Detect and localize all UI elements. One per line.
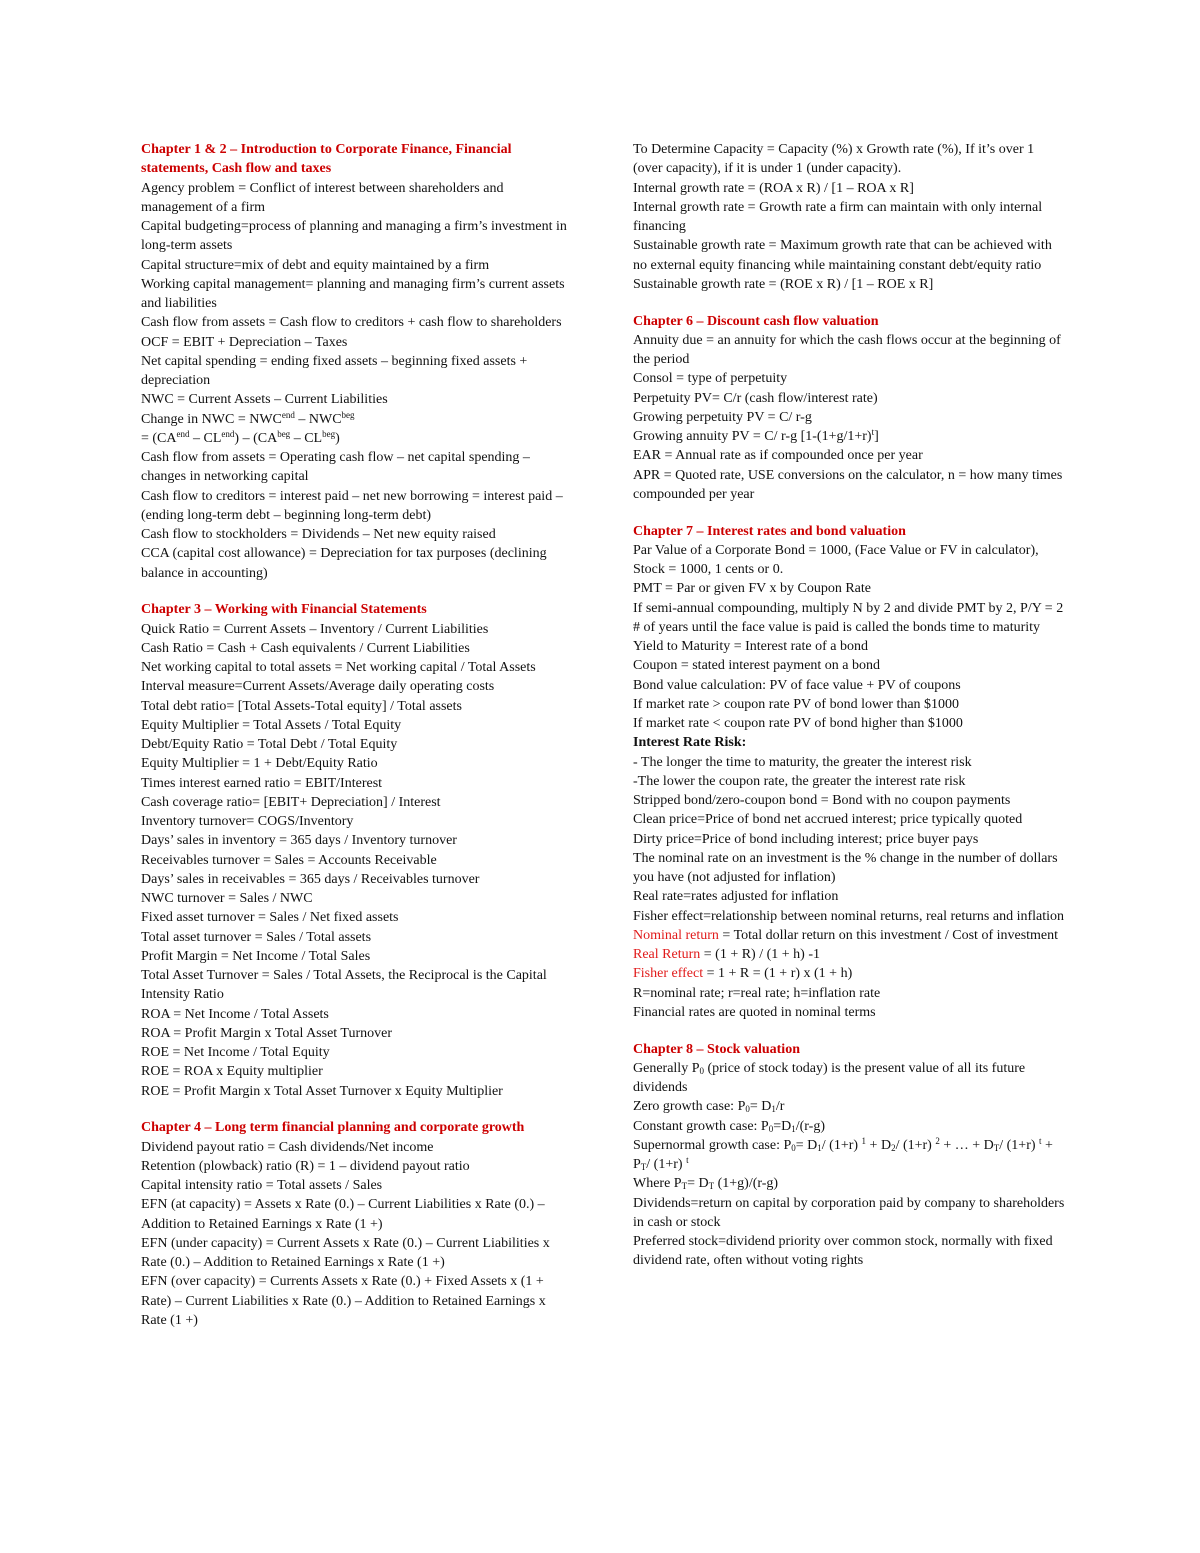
formula-line <box>633 618 1065 637</box>
formula-line <box>141 735 573 754</box>
text-run: + P <box>633 1137 1053 1172</box>
text-run: Capital budgeting=process of planning and managing a firm’s investment in long-term assets <box>141 219 567 254</box>
text-run: = (CA <box>141 430 177 446</box>
formula-line <box>141 889 573 908</box>
formula-line <box>141 448 573 487</box>
formula-line <box>633 926 1065 945</box>
subscript: 1 <box>771 1104 776 1115</box>
text-run: Annuity due = an annuity for which the cash flows occur at the beginning of the period <box>633 332 1061 367</box>
text-run: Net capital spending = ending fixed assets – beginning fixed assets + depreciation <box>141 353 528 388</box>
formula-line <box>141 1062 573 1081</box>
formula-line <box>141 754 573 773</box>
formula-line <box>633 772 1065 791</box>
text-run: If market rate > coupon rate PV of bond lower than $1000 <box>633 696 960 712</box>
formula-line <box>141 677 573 696</box>
formula-line <box>633 637 1065 656</box>
text-run: Profit Margin = Net Income / Total Sales <box>141 948 371 964</box>
superscript: beg <box>277 428 291 439</box>
formula-line <box>633 198 1065 237</box>
section-chapter-6-discount-cash-flow-valuation <box>633 312 1065 505</box>
section-chapter-1-2-introduction-to-corporate-fi <box>141 140 573 583</box>
formula-line <box>633 733 1065 752</box>
formula-line <box>141 812 573 831</box>
formula-line <box>141 1234 573 1273</box>
text-run: EFN (under capacity) = Current Assets x Rate (0.) – Current Liabilities x Rate (0.) – Addition to Retained Earnings x Rate (1 +) <box>141 1235 550 1270</box>
text-run: Internal growth rate = (ROA x R) / [1 – ROA x R] <box>633 180 914 196</box>
superscript: beg <box>322 428 336 439</box>
text-run: Fisher effect=relationship between nominal returns, real returns and inflation <box>633 908 1064 924</box>
formula-line <box>141 947 573 966</box>
formula-line <box>633 753 1065 772</box>
text-run: + … + D <box>939 1137 994 1153</box>
formula-line <box>141 966 573 1005</box>
section-chapter-4-long-term-financial-planning-a <box>141 1118 573 1330</box>
formula-line <box>633 676 1065 695</box>
text-run: (1+g)/(r-g) <box>714 1176 779 1192</box>
text-run: / (1+r) <box>821 1137 862 1153</box>
text-run: NWC = Current Assets – Current Liabilities <box>141 392 388 408</box>
formula-line <box>141 928 573 947</box>
text-run: ROA = Profit Margin x Total Asset Turnover <box>141 1025 393 1041</box>
text-run: Sustainable growth rate = Maximum growth rate that can be achieved with no external equity financing while maintaining constant debt/equity ratio <box>633 238 1052 273</box>
text-run: Days’ sales in receivables = 365 days / Receivables turnover <box>141 871 480 887</box>
formula-line <box>633 331 1065 370</box>
text-run: Equity Multiplier = Total Assets / Total Equity <box>141 717 402 733</box>
text-run: Consol = type of perpetuity <box>633 371 788 387</box>
formula-line <box>633 466 1065 505</box>
text-run: The nominal rate on an investment is the % change in the number of dollars you have (not adjusted for inflation) <box>633 850 1058 885</box>
text-run: – CL <box>290 430 323 446</box>
text-run: Sustainable growth rate = (ROE x R) / [1 – ROE x R] <box>633 276 934 292</box>
text-run: ROA = Net Income / Total Assets <box>141 1006 329 1022</box>
text-run: – CL <box>189 430 222 446</box>
text-run: / (1+r) <box>895 1137 936 1153</box>
subscript: T <box>681 1181 688 1192</box>
text-run: Cash Ratio = Cash + Cash equivalents / Current Liabilities <box>141 640 470 656</box>
formula-line <box>141 313 573 332</box>
subscript: T <box>993 1142 1000 1153</box>
text-run: CCA (capital cost allowance) = Depreciation for tax purposes (declining balance in accounting) <box>141 546 547 581</box>
formula-line <box>141 774 573 793</box>
text-run: # of years until the face value is paid is called the bonds time to maturity <box>633 619 1041 635</box>
text-run: Inventory turnover= COGS/Inventory <box>141 814 354 829</box>
text-run: ] <box>874 429 879 444</box>
formula-line <box>141 716 573 735</box>
formula-line <box>633 830 1065 849</box>
text-run: Bond value calculation: PV of face value + PV of coupons <box>633 677 961 693</box>
formula-line <box>141 639 573 658</box>
formula-line <box>633 140 1065 179</box>
text-run: (price of stock today) is the present value of all its future dividends <box>633 1060 1026 1095</box>
formula-line <box>633 849 1065 888</box>
formula-line <box>141 620 573 639</box>
formula-line <box>633 408 1065 427</box>
text-run: Total Asset Turnover = Sales / Total Assets, the Reciprocal is the Capital Intensity Ratio <box>141 968 547 1003</box>
formula-line <box>141 1157 573 1176</box>
formula-line <box>633 656 1065 675</box>
text-run: Total debt ratio= [Total Assets-Total equity] / Total assets <box>141 698 462 714</box>
formula-line <box>633 579 1065 598</box>
formula-line <box>633 599 1065 618</box>
formula-line <box>141 697 573 716</box>
formula-line <box>141 217 573 256</box>
text-run: NWC turnover = Sales / NWC <box>141 891 313 906</box>
text-run: = 1 + R = (1 + r) x (1 + h) <box>703 966 853 982</box>
text-run: Cash flow from assets = Cash flow to creditors + cash flow to shareholders <box>141 315 562 331</box>
formula-line <box>633 1232 1065 1271</box>
subscript: 2 <box>891 1142 896 1153</box>
formula-line <box>141 390 573 409</box>
subscript: 0 <box>791 1142 796 1153</box>
text-run: ROE = ROA x Equity multiplier <box>141 1064 323 1080</box>
formula-line <box>141 793 573 812</box>
text-run: Supernormal growth case: P <box>633 1137 792 1153</box>
section-heading: Chapter 4 – Long term financial planning and corporate growth <box>141 1120 525 1136</box>
text-run: Agency problem = Conflict of interest between shareholders and management of a firm <box>141 180 504 215</box>
text-run: Yield to Maturity = Interest rate of a bond <box>633 639 868 654</box>
text-run: = Total dollar return on this investment / Cost of investment <box>718 927 1059 943</box>
formula-line <box>141 1024 573 1043</box>
text-run: R=nominal rate; r=real rate; h=inflation rate <box>633 985 881 1001</box>
text-run: /r <box>775 1099 785 1115</box>
formula-line <box>633 695 1065 714</box>
text-run: = D <box>687 1176 709 1192</box>
text-run: Interest Rate Risk: <box>633 735 747 751</box>
subscript: 1 <box>817 1142 822 1153</box>
text-run: Dirty price=Price of bond including interest; price buyer pays <box>633 831 979 847</box>
formula-line <box>141 1043 573 1062</box>
formula-line <box>633 389 1065 408</box>
text-run: Clean price=Price of bond net accrued interest; price typically quoted <box>633 812 1023 828</box>
text-run: Par Value of a Corporate Bond = 1000, (Face Value or FV in calculator), Stock = 1000, 1 cents or 0. <box>633 542 1039 577</box>
text-run: Capital intensity ratio = Total assets / Sales <box>141 1178 383 1193</box>
text-run: - The longer the time to maturity, the greater the interest risk <box>633 754 972 770</box>
highlighted-term: Real Return <box>633 947 701 962</box>
text-run: / (1+r) <box>646 1157 687 1172</box>
formula-line <box>633 791 1065 810</box>
section-heading: Chapter 8 – Stock valuation <box>633 1041 800 1057</box>
section-heading: Chapter 1 & 2 – Introduction to Corporate Finance, Financial statements, Cash flow and taxes <box>141 142 512 177</box>
formula-line <box>633 1136 1065 1175</box>
formula-line <box>633 1097 1065 1116</box>
text-run: EFN (over capacity) = Currents Assets x Rate (0.) + Fixed Assets x (1 + Rate) – Current Liabilities x Rate (0.) – Addition to Retained Earnings x Rate (1 +) <box>141 1274 546 1328</box>
text-run: Zero growth case: P <box>633 1099 746 1115</box>
text-run: EAR = Annual rate as if compounded once per year <box>633 448 923 464</box>
text-run: Quick Ratio = Current Assets – Inventory / Current Liabilities <box>141 621 489 637</box>
text-run: If semi-annual compounding, multiply N by 2 and divide PMT by 2, P/Y = 2 <box>633 600 1064 616</box>
text-run: Cash flow from assets = Operating cash flow – net capital spending – changes in networking capital <box>141 450 530 485</box>
text-run: Debt/Equity Ratio = Total Debt / Total Equity <box>141 737 398 752</box>
text-run: Coupon = stated interest payment on a bond <box>633 658 881 674</box>
section-chapter-7-interest-rates-and-bond-valuat <box>633 522 1065 1023</box>
text-run: Cash flow to stockholders = Dividends – Net new equity raised <box>141 527 496 542</box>
text-run: = (1 + R) / (1 + h) -1 <box>700 947 820 962</box>
formula-line <box>633 1117 1065 1136</box>
highlighted-term: Nominal return <box>633 927 719 943</box>
text-run: Times interest earned ratio = EBIT/Interest <box>141 775 383 791</box>
text-run: Growing perpetuity PV = C/ r-g <box>633 409 812 425</box>
text-run: ) <box>335 430 340 446</box>
text-run: ROE = Net Income / Total Equity <box>141 1045 330 1060</box>
text-run: If market rate < coupon rate PV of bond higher than $1000 <box>633 716 963 731</box>
formula-line <box>141 908 573 927</box>
text-run: -The lower the coupon rate, the greater the interest rate risk <box>633 773 966 789</box>
text-run: Real rate=rates adjusted for inflation <box>633 889 839 905</box>
formula-line <box>633 964 1065 983</box>
text-run: EFN (at capacity) = Assets x Rate (0.) – Current Liabilities x Rate (0.) – Addition to Retained Earnings x Rate (1 +) <box>141 1197 545 1232</box>
formula-line <box>633 1174 1065 1193</box>
formula-line <box>633 369 1065 388</box>
formula-line <box>633 984 1065 1003</box>
section-heading: Chapter 7 – Interest rates and bond valuation <box>633 523 906 539</box>
formula-line <box>633 945 1065 964</box>
superscript: t <box>1039 1135 1042 1146</box>
text-run: Preferred stock=dividend priority over common stock, normally with fixed dividend rate, often without voting rights <box>633 1234 1053 1269</box>
section-heading: Chapter 3 – Working with Financial Statements <box>141 602 427 618</box>
text-run: Where P <box>633 1176 682 1192</box>
formula-line <box>141 525 573 544</box>
formula-line <box>141 1138 573 1157</box>
superscript: 1 <box>861 1135 867 1146</box>
section-continued <box>633 140 1065 294</box>
formula-line <box>141 870 573 889</box>
subscript: T <box>640 1162 647 1172</box>
text-run: Generally P <box>633 1060 700 1076</box>
formula-line <box>633 275 1065 294</box>
text-run: Cash coverage ratio= [EBIT+ Depreciation] / Interest <box>141 794 441 810</box>
formula-line <box>141 256 573 275</box>
text-run: APR = Quoted rate, USE conversions on the calculator, n = how many times compounded per year <box>633 467 1063 502</box>
text-run: Stripped bond/zero-coupon bond = Bond with no coupon payments <box>633 793 1011 808</box>
subscript: T <box>708 1181 715 1192</box>
highlighted-term: Fisher effect <box>633 966 704 982</box>
text-run: Total asset turnover = Sales / Total assets <box>141 929 372 945</box>
left-column <box>141 140 573 1348</box>
formula-line <box>633 446 1065 465</box>
text-run: Equity Multiplier = 1 + Debt/Equity Ratio <box>141 756 378 772</box>
text-run: Perpetuity PV= C/r (cash flow/interest rate) <box>633 390 878 406</box>
text-run: Change in NWC = NWC <box>141 411 282 427</box>
subscript: 0 <box>745 1104 750 1115</box>
formula-line <box>633 887 1065 906</box>
text-run: PMT = Par or given FV x by Coupon Rate <box>633 581 871 597</box>
formula-line <box>141 352 573 391</box>
text-run: Fixed asset turnover = Sales / Net fixed assets <box>141 910 399 926</box>
formula-line <box>633 541 1065 580</box>
text-run: Cash flow to creditors = interest paid – net new borrowing = interest paid – (ending long-term debt – beginning long-term debt) <box>141 488 563 523</box>
formula-line <box>141 487 573 526</box>
formula-line <box>633 179 1065 198</box>
subscript: 0 <box>768 1123 774 1134</box>
right-column <box>633 140 1065 1288</box>
section-chapter-8-stock-valuation <box>633 1040 1065 1271</box>
text-run: Interval measure=Current Assets/Average daily operating costs <box>141 679 495 695</box>
formula-line <box>141 658 573 677</box>
text-run: Working capital management= planning and managing firm’s current assets and liabilities <box>141 276 565 311</box>
formula-line <box>633 1194 1065 1233</box>
text-run: Net working capital to total assets = Net working capital / Total Assets <box>141 660 536 675</box>
superscript: t <box>686 1155 689 1165</box>
text-run: ) – (CA <box>234 430 278 446</box>
formula-line <box>141 275 573 314</box>
subscript: 0 <box>699 1065 704 1076</box>
subscript: 1 <box>791 1123 796 1134</box>
superscript: 2 <box>935 1135 940 1146</box>
formula-line <box>633 907 1065 926</box>
formula-line <box>633 427 1065 446</box>
text-run: Dividend payout ratio = Cash dividends/Net income <box>141 1139 434 1155</box>
text-run: Receivables turnover = Sales = Accounts Receivable <box>141 852 437 868</box>
text-run: + D <box>866 1137 892 1153</box>
text-run: Retention (plowback) ratio (R) = 1 – dividend payout ratio <box>141 1158 470 1174</box>
formula-line <box>141 179 573 218</box>
formula-line <box>141 1272 573 1330</box>
formula-line <box>141 851 573 870</box>
text-run: OCF = EBIT + Depreciation – Taxes <box>141 334 348 350</box>
formula-line <box>141 1005 573 1024</box>
superscript: end <box>281 409 295 420</box>
text-run: Constant growth case: P <box>633 1118 769 1134</box>
text-run: = D <box>749 1099 772 1115</box>
text-run: ROE = Profit Margin x Total Asset Turnover x Equity Multiplier <box>141 1083 503 1099</box>
text-run: /(r-g) <box>795 1118 825 1134</box>
formula-line <box>633 1003 1065 1022</box>
superscript: end <box>176 428 190 439</box>
formula-line <box>141 1082 573 1101</box>
text-run: = D <box>795 1137 818 1153</box>
formula-line <box>141 544 573 583</box>
formula-line <box>141 1176 573 1195</box>
formula-line <box>633 236 1065 275</box>
formula-line <box>141 1195 573 1234</box>
superscript: beg <box>341 409 355 420</box>
text-run: / (1+r) <box>999 1137 1040 1153</box>
section-heading: Chapter 6 – Discount cash flow valuation <box>633 313 879 329</box>
formula-line <box>141 831 573 850</box>
text-run: – NWC <box>294 411 342 427</box>
superscript: t <box>871 427 875 437</box>
text-run: Financial rates are quoted in nominal terms <box>633 1004 876 1020</box>
formula-line <box>141 333 573 352</box>
text-run: To Determine Capacity = Capacity (%) x Growth rate (%), If it’s over 1 (over capacity), if it is under 1 (under capacity). <box>633 142 1035 177</box>
text-run: Internal growth rate = Growth rate a firm can maintain with only internal financing <box>633 199 1043 234</box>
text-run: Dividends=return on capital by corporation paid by company to shareholders in cash or stock <box>633 1195 1065 1230</box>
section-chapter-3-working-with-financial-stateme <box>141 600 573 1101</box>
formula-line <box>141 410 573 429</box>
text-run: =D <box>773 1118 792 1134</box>
formula-line <box>633 714 1065 733</box>
superscript: end <box>221 428 235 439</box>
text-run: Capital structure=mix of debt and equity maintained by a firm <box>141 257 490 273</box>
formula-line <box>141 429 573 448</box>
formula-line <box>633 810 1065 829</box>
formula-line <box>633 1059 1065 1098</box>
text-run: Growing annuity PV = C/ r-g [1-(1+g/1+r) <box>633 429 872 444</box>
text-run: Days’ sales in inventory = 365 days / Inventory turnover <box>141 833 457 849</box>
